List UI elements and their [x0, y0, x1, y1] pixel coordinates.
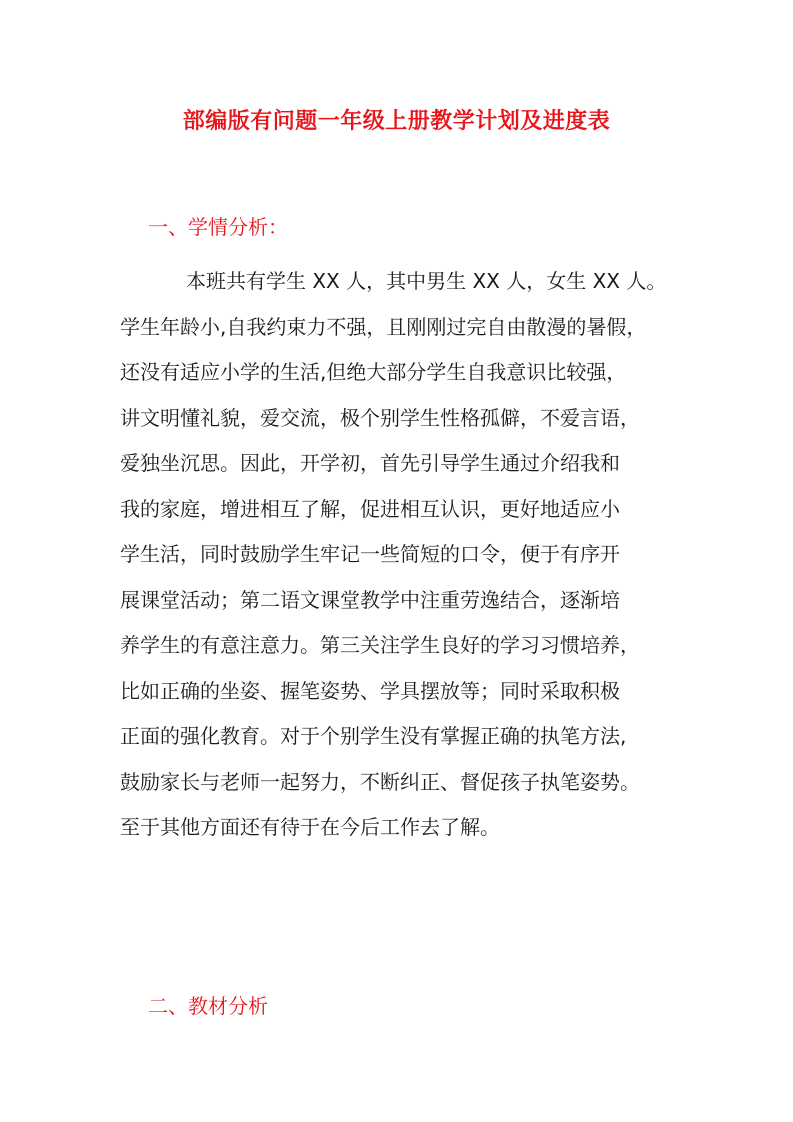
paragraph-line: 正面的强化教育。对于个别学生没有掌握正确的执笔方法, — [120, 724, 627, 748]
paragraph-line: 还没有适应小学的生活,但绝大部分学生自我意识比较强， — [120, 360, 627, 384]
section-heading-learning-analysis: 一、学情分析： — [148, 215, 288, 239]
paragraph-line: 我的家庭，增进相互了解，促进相互认识，更好地适应小 — [120, 496, 620, 521]
paragraph-line: 学生年龄小,自我约束力不强，且刚刚过完自由散漫的暑假， — [120, 314, 647, 339]
learning-analysis-paragraph — [120, 259, 680, 851]
document-title: 部编版有问题一年级上册教学计划及进度表 — [182, 109, 611, 134]
paragraph-line: 爱独坐沉思。因此，开学初，首先引导学生通过介绍我和 — [120, 451, 620, 475]
paragraph-line: 鼓励家长与老师一起努力，不断纠正、督促孩子执笔姿势。 — [120, 769, 640, 794]
paragraph-line: 比如正确的坐姿、握笔姿势、学具摆放等；同时采取积极 — [120, 678, 620, 703]
paragraph-line: 学生活，同时鼓励学生牢记一些简短的口令，便于有序开 — [120, 542, 620, 566]
paragraph-line: 本班共有学生 XX 人，其中男生 XX 人，女生 XX 人。 — [186, 269, 667, 293]
paragraph-line: 展课堂活动；第二语文课堂教学中注重劳逸结合，逐渐培 — [120, 587, 620, 612]
paragraph-line: 至于其他方面还有待于在今后工作去了解。 — [120, 815, 500, 839]
paragraph-line: 养学生的有意注意力。第三关注学生良好的学习习惯培养， — [120, 633, 640, 657]
section-heading-textbook-analysis: 二、教材分析 — [148, 994, 268, 1018]
paragraph-line: 讲文明懂礼貌，爱交流，极个别学生性格孤僻，不爱言语， — [120, 405, 640, 430]
